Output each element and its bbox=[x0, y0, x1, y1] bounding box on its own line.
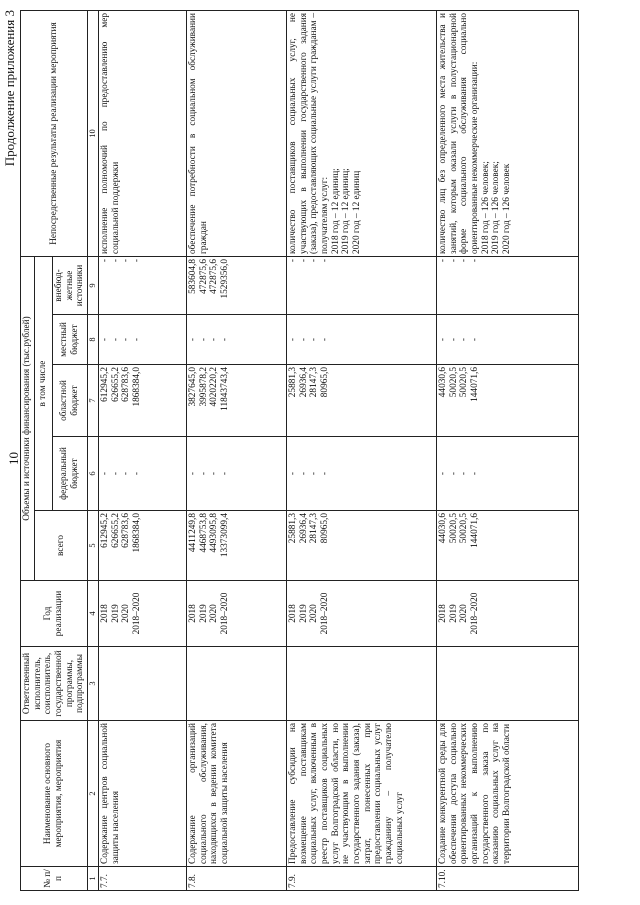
row-regional-value: 1868384,0 bbox=[131, 367, 142, 407]
table-row bbox=[286, 10, 436, 890]
row-local-value: - bbox=[437, 337, 448, 342]
row-years-value: 2019 bbox=[110, 604, 121, 623]
row-total bbox=[186, 511, 286, 581]
header-federal: федеральный бюджет bbox=[53, 437, 88, 511]
row-years-value: 2018 bbox=[187, 604, 198, 623]
row-local bbox=[436, 315, 578, 365]
column-number: 2 bbox=[88, 721, 99, 867]
row-result-text: исполнение полномочий по предоставлению мер социальной поддержки bbox=[99, 12, 121, 254]
row-extra-value: - bbox=[110, 258, 121, 263]
row-years-value: 2019 bbox=[298, 604, 309, 623]
row-federal-value: - bbox=[219, 471, 230, 476]
column-number: 10 bbox=[88, 10, 99, 256]
row-result bbox=[186, 10, 286, 256]
row-regional-value: 4020220,2 bbox=[209, 367, 220, 407]
header-results: Непосредственные результаты реализации мероприятия bbox=[21, 10, 88, 256]
row-years bbox=[436, 581, 578, 647]
header-funding: Объемы и источники финансирования (тыс.рублей) bbox=[21, 256, 35, 580]
row-extra-value: 472875,6 bbox=[198, 258, 209, 294]
row-years-value: 2018–2020 bbox=[131, 592, 142, 635]
row-total-value: 50020,5 bbox=[448, 513, 459, 544]
row-regional-value: 626655,2 bbox=[110, 367, 121, 402]
row-extra bbox=[98, 256, 186, 314]
row-federal-value: - bbox=[298, 471, 309, 476]
row-regional bbox=[286, 365, 436, 437]
row-local bbox=[186, 315, 286, 365]
row-result-text: количество поставщиков социальных услуг, не участвующих в выполнении государственного задания (заказа), предоставляющих социальные услуги гражданам – получателям услуг: bbox=[287, 12, 330, 254]
row-regional-value: 26936,4 bbox=[298, 367, 309, 398]
row-regional-value: 50020,5 bbox=[459, 367, 470, 398]
header-total: всего bbox=[34, 511, 87, 581]
row-total-value: 80965,0 bbox=[319, 513, 330, 544]
row-result bbox=[436, 10, 578, 256]
row-responsible bbox=[286, 647, 436, 721]
row-local-value: - bbox=[131, 337, 142, 342]
column-number: 1 bbox=[88, 867, 99, 891]
row-federal bbox=[436, 437, 578, 511]
column-number: 4 bbox=[88, 581, 99, 647]
row-federal-value: - bbox=[437, 471, 448, 476]
row-local-value: - bbox=[298, 337, 309, 342]
table-row bbox=[186, 10, 286, 890]
row-regional-value: 628783,6 bbox=[121, 367, 132, 402]
row-extra-value: - bbox=[469, 258, 480, 263]
row-regional bbox=[98, 365, 186, 437]
row-years-value: 2018 bbox=[99, 604, 110, 623]
row-regional bbox=[436, 365, 578, 437]
row-total-value: 28147,3 bbox=[309, 513, 320, 544]
row-number: 7.8. bbox=[186, 867, 286, 891]
row-extra-value: 1529356,0 bbox=[219, 258, 230, 299]
row-years-value: 2020 bbox=[209, 604, 220, 623]
row-total-value: 4493095,8 bbox=[209, 513, 220, 553]
column-number: 6 bbox=[88, 437, 99, 511]
row-number: 7.9. bbox=[286, 867, 436, 891]
row-local-value: - bbox=[219, 337, 230, 342]
row-result-text: количество лиц без определенного места жительства и занятий, которым оказали услуги в полустационарной форме социального обслуживания социально ориентированные некоммерческие организации: bbox=[437, 12, 480, 254]
row-extra-value: - bbox=[99, 258, 110, 263]
row-regional-value: 50020,5 bbox=[448, 367, 459, 398]
row-total-value: 44030,6 bbox=[437, 513, 448, 544]
row-total-value: 144071,6 bbox=[469, 513, 480, 548]
row-result-line: 2018 год – 12 единиц; bbox=[330, 168, 341, 254]
row-total-value: 26936,4 bbox=[298, 513, 309, 544]
row-years-value: 2019 bbox=[448, 604, 459, 623]
row-regional-value: 144071,6 bbox=[469, 367, 480, 402]
row-federal bbox=[286, 437, 436, 511]
row-regional-value: 28147,3 bbox=[309, 367, 320, 398]
column-number-row bbox=[88, 10, 99, 890]
row-extra bbox=[436, 256, 578, 314]
row-federal-value: - bbox=[309, 471, 320, 476]
row-years-value: 2018 bbox=[287, 604, 298, 623]
row-total-value: 612945,2 bbox=[99, 513, 110, 548]
row-extra-value: - bbox=[121, 258, 132, 263]
row-local bbox=[98, 315, 186, 365]
row-total bbox=[98, 511, 186, 581]
row-years-value: 2018–2020 bbox=[219, 592, 230, 635]
row-total-value: 4411249,8 bbox=[187, 513, 198, 553]
column-number: 3 bbox=[88, 647, 99, 721]
row-years bbox=[286, 581, 436, 647]
row-number: 7.10. bbox=[436, 867, 578, 891]
table-body bbox=[98, 10, 578, 890]
row-extra bbox=[286, 256, 436, 314]
row-local-value: - bbox=[187, 337, 198, 342]
row-regional-value: 3995878,2 bbox=[198, 367, 209, 407]
row-extra bbox=[186, 256, 286, 314]
header-responsible: Ответственный исполнитель, соисполнитель, государственной программы, подпрограммы bbox=[21, 647, 88, 721]
row-federal-value: - bbox=[187, 471, 198, 476]
row-local-value: - bbox=[459, 337, 470, 342]
page-number: 10 bbox=[6, 452, 21, 465]
row-result-text: обеспечение потребности в социальном обслуживании граждан bbox=[187, 12, 209, 254]
row-years-value: 2018 bbox=[437, 604, 448, 623]
row-local-value: - bbox=[209, 337, 220, 342]
column-number: 5 bbox=[88, 511, 99, 581]
row-local-value: - bbox=[99, 337, 110, 342]
row-extra-value: - bbox=[459, 258, 470, 263]
row-result-line: 2019 год – 12 единиц; bbox=[341, 168, 352, 254]
row-federal-value: - bbox=[110, 471, 121, 476]
row-federal-value: - bbox=[209, 471, 220, 476]
row-name: Создание конкурентной среды для обеспечения доступа социально ориентированных некоммерческих организаций к выполнению государственного заказа по оказанию социальных услуг на территории Волгоградской области bbox=[436, 721, 578, 867]
row-years-value: 2020 bbox=[121, 604, 132, 623]
row-federal-value: - bbox=[319, 471, 330, 476]
row-federal-value: - bbox=[121, 471, 132, 476]
row-regional-value: 25881,3 bbox=[287, 367, 298, 398]
column-number: 7 bbox=[88, 365, 99, 437]
row-name: Содержание организаций социального обслуживания, находящихся в ведении комитета социальной защиты населения bbox=[186, 721, 286, 867]
row-total-value: 25881,3 bbox=[287, 513, 298, 544]
row-responsible bbox=[186, 647, 286, 721]
row-extra-value: - bbox=[437, 258, 448, 263]
continuation-note: Продолжение приложения 3 bbox=[2, 10, 17, 167]
row-regional-value: 44030,6 bbox=[437, 367, 448, 398]
row-number: 7.7. bbox=[98, 867, 186, 891]
row-years-value: 2020 bbox=[309, 604, 320, 623]
row-name: Содержание центров социальной защиты населения bbox=[98, 721, 186, 867]
row-extra-value: 583604,8 bbox=[187, 258, 198, 294]
row-total-value: 626655,2 bbox=[110, 513, 121, 548]
row-federal-value: - bbox=[287, 471, 298, 476]
row-federal-value: - bbox=[448, 471, 459, 476]
row-result-line: 2020 год – 12 единиц bbox=[352, 170, 363, 254]
row-responsible bbox=[98, 647, 186, 721]
row-extra-value: - bbox=[298, 258, 309, 263]
row-federal bbox=[98, 437, 186, 511]
row-extra-value: - bbox=[319, 258, 330, 263]
row-local-value: - bbox=[287, 337, 298, 342]
row-regional-value: 80965,0 bbox=[319, 367, 330, 398]
row-total bbox=[286, 511, 436, 581]
row-years-value: 2018–2020 bbox=[319, 592, 330, 635]
table-row bbox=[98, 10, 186, 890]
column-number: 8 bbox=[88, 315, 99, 365]
column-number: 9 bbox=[88, 256, 99, 314]
row-years bbox=[186, 581, 286, 647]
row-local-value: - bbox=[319, 337, 330, 342]
row-total-value: 628783,6 bbox=[121, 513, 132, 548]
row-local-value: - bbox=[469, 337, 480, 342]
row-local-value: - bbox=[198, 337, 209, 342]
row-result bbox=[286, 10, 436, 256]
row-regional-value: 3827645,0 bbox=[187, 367, 198, 407]
row-result-line: 2020 год – 126 человек bbox=[502, 163, 513, 254]
row-regional bbox=[186, 365, 286, 437]
row-years bbox=[98, 581, 186, 647]
row-local bbox=[286, 315, 436, 365]
program-table bbox=[20, 10, 579, 891]
header-no: № п/п bbox=[21, 867, 88, 891]
header-local: местный бюджет bbox=[53, 315, 88, 365]
row-extra-value: - bbox=[131, 258, 142, 263]
row-extra-value: - bbox=[309, 258, 320, 263]
row-years-value: 2019 bbox=[198, 604, 209, 623]
header-year: Год реализации bbox=[21, 581, 88, 647]
row-result bbox=[98, 10, 186, 256]
row-federal-value: - bbox=[459, 471, 470, 476]
row-extra-value: - bbox=[287, 258, 298, 263]
row-total-value: 4468753,8 bbox=[198, 513, 209, 553]
row-extra-value: 472875,6 bbox=[209, 258, 220, 294]
header-regional: областной бюджет bbox=[53, 365, 88, 437]
row-years-value: 2020 bbox=[459, 604, 470, 623]
row-local-value: - bbox=[309, 337, 320, 342]
row-federal-value: - bbox=[131, 471, 142, 476]
row-local-value: - bbox=[110, 337, 121, 342]
row-result-line: 2019 год – 126 человек; bbox=[491, 161, 502, 254]
header-extra: внебюд-жетные источники bbox=[53, 256, 88, 314]
row-federal bbox=[186, 437, 286, 511]
row-extra-value: - bbox=[448, 258, 459, 263]
row-result-line: 2018 год – 126 человек; bbox=[480, 161, 491, 254]
row-total bbox=[436, 511, 578, 581]
row-regional-value: 11843743,4 bbox=[219, 367, 230, 411]
row-local-value: - bbox=[121, 337, 132, 342]
header-including: в том числе bbox=[34, 256, 52, 510]
row-total-value: 1868384,0 bbox=[131, 513, 142, 553]
row-responsible bbox=[436, 647, 578, 721]
row-federal-value: - bbox=[198, 471, 209, 476]
row-total-value: 50020,5 bbox=[459, 513, 470, 544]
row-federal-value: - bbox=[469, 471, 480, 476]
row-name: Предоставление субсидии на возмещение поставщикам социальных услуг, включенным в реестр поставщиков социальных услуг Волгоградской области, но не участвующим в выполнении государственного задания (заказа), затрат, понесенных при предоставлении социальных услуг гражданину – получателю социальных услуг bbox=[286, 721, 436, 867]
row-years-value: 2018–2020 bbox=[469, 592, 480, 635]
row-total-value: 13373099,4 bbox=[219, 513, 230, 558]
table-row bbox=[436, 10, 578, 890]
row-regional-value: 612945,2 bbox=[99, 367, 110, 402]
header-name: Наименование основного мероприятия, мероприятия bbox=[21, 721, 88, 867]
row-local-value: - bbox=[448, 337, 459, 342]
row-federal-value: - bbox=[99, 471, 110, 476]
